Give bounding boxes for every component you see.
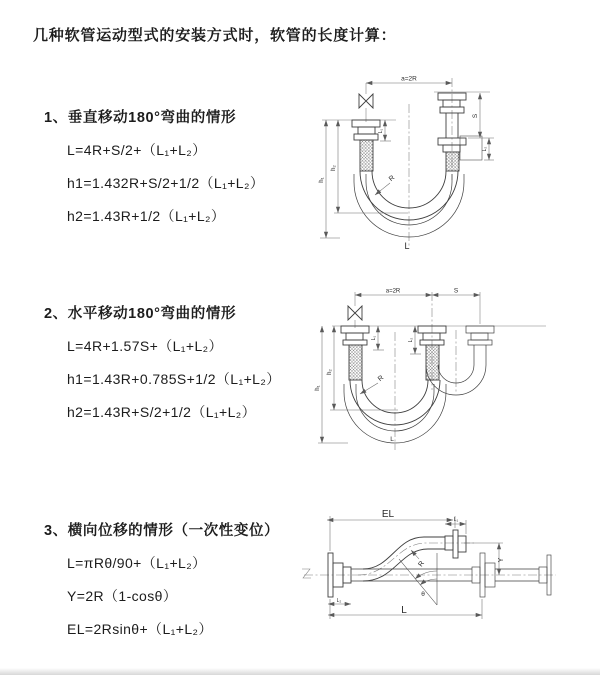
page-bottom-edge xyxy=(0,668,600,675)
centerlines xyxy=(322,75,490,248)
hose-assembly xyxy=(352,93,482,237)
flange-right xyxy=(466,326,494,333)
section-2-heading: 2、水平移动180°弯曲的情形 xyxy=(44,306,237,322)
dim-label-l2: L₂ xyxy=(336,598,342,604)
dim-label-l2: L₂ xyxy=(408,337,414,343)
formula-length: L=πRθ/90+（L₁+L₂） xyxy=(67,555,207,571)
diagram-vertical-180-bend xyxy=(308,68,598,258)
section-vertical-movement xyxy=(44,106,264,226)
section-3-heading: 3、横向位移的情形（一次性变位） xyxy=(44,523,280,539)
dim-label-h2: h₂ xyxy=(327,369,333,375)
hose-assembly xyxy=(341,306,494,443)
dim-label-length: L xyxy=(404,241,410,251)
dim-label-theta: θ xyxy=(421,591,425,598)
dim-label-h1: h₁ xyxy=(319,177,325,183)
dim-label-l1: L₁ xyxy=(378,128,384,134)
hose-assembly xyxy=(328,530,551,605)
diagram-lateral-displacement xyxy=(298,496,598,646)
dim-label-h1: h₁ xyxy=(315,385,321,391)
section-lateral-displacement xyxy=(44,519,279,639)
formula-length: L=4R+1.57S+（L₁+L₂） xyxy=(67,338,223,354)
formula-y: Y=2R（1-cosθ） xyxy=(67,588,178,604)
formula-h2: h2=1.43R+S/2+1/2（L₁+L₂） xyxy=(67,404,257,420)
dim-label-radius: R xyxy=(376,374,386,384)
centerlines xyxy=(302,543,556,578)
page-title: 几种软管运动型式的安装方式时，软管的长度计算： xyxy=(33,27,397,44)
braided-hose-right xyxy=(446,152,459,171)
dim-label-l1: L₁ xyxy=(453,517,459,523)
valve-icon xyxy=(359,94,373,108)
section-1-heading: 1、垂直移动180°弯曲的情形 xyxy=(44,110,237,126)
dim-label-s: S xyxy=(472,113,479,119)
formula-h1: h1=1.432R+S/2+1/2（L₁+L₂） xyxy=(67,175,265,191)
dim-label-l1: L₁ xyxy=(371,335,377,341)
valve-icon xyxy=(348,306,362,320)
dimension-lines xyxy=(318,295,480,443)
dim-label-h2: h₂ xyxy=(331,165,337,171)
dim-label-length: L xyxy=(401,605,407,616)
dim-label-l2: L₂ xyxy=(482,146,488,152)
dim-label-el: EL xyxy=(381,509,395,520)
formula-h2: h2=1.43R+1/2（L₁+L₂） xyxy=(67,208,226,224)
section-horizontal-movement xyxy=(44,302,281,422)
braided-hose-left xyxy=(360,140,373,171)
flange-upper-right xyxy=(453,530,458,558)
dim-label-y: Y xyxy=(498,557,505,563)
formula-h1: h1=1.43R+0.785S+1/2（L₁+L₂） xyxy=(67,371,281,387)
braided-hose-left xyxy=(349,345,362,380)
dimension-lines xyxy=(327,516,503,619)
dim-label-span: a=2R xyxy=(401,75,417,83)
formula-length: L=4R+S/2+（L₁+L₂） xyxy=(67,142,207,158)
centerline-break-mark xyxy=(302,569,311,578)
dim-label-radius: R xyxy=(387,174,397,184)
dim-label-span: a=2R xyxy=(385,288,401,295)
dim-label-s: S xyxy=(453,287,459,295)
dimension-lines xyxy=(320,83,494,238)
diagram-horizontal-180-bend xyxy=(312,280,600,454)
braided-hose-middle xyxy=(426,345,439,380)
dim-label-radius: R xyxy=(417,560,427,569)
formula-el: EL=2Rsinθ+（L₁+L₂） xyxy=(67,621,213,637)
dim-label-length: L xyxy=(390,436,394,443)
